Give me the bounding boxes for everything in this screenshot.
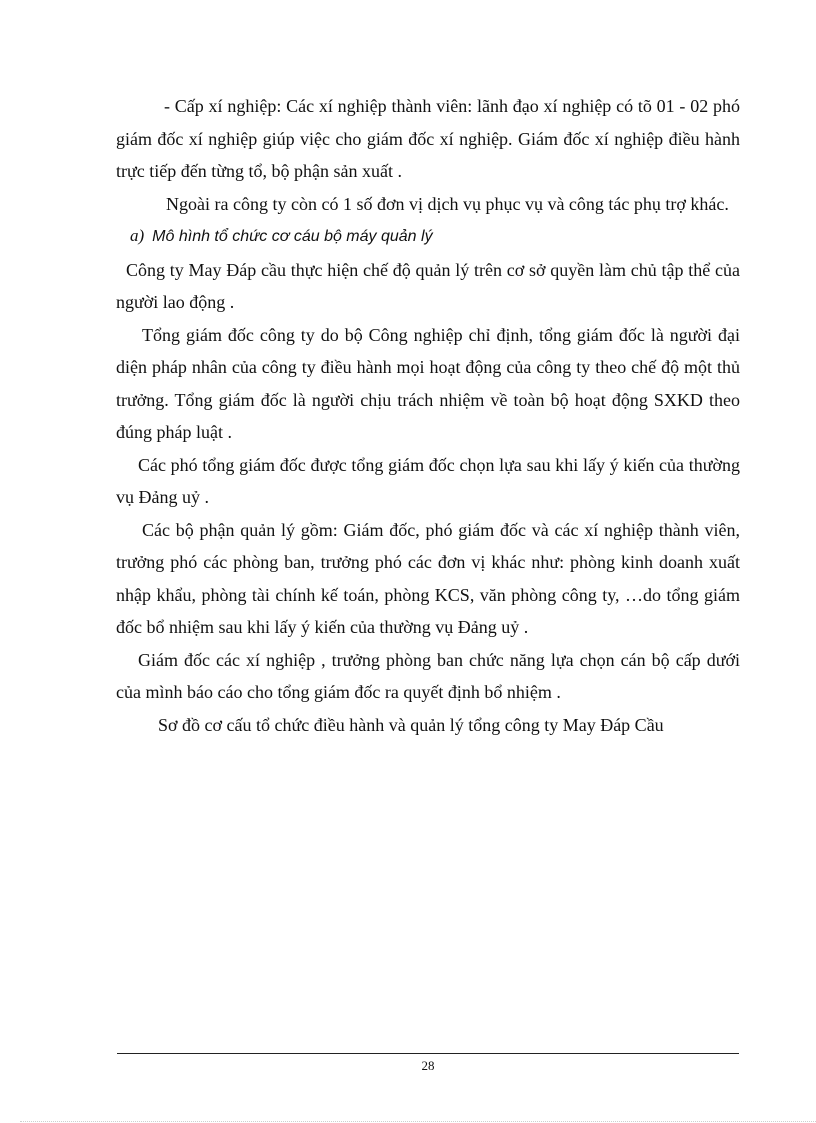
paragraph-org-chart-caption: Sơ đồ cơ cấu tổ chức điều hành và quản lý tổng công ty May Đáp Cầu (158, 714, 664, 735)
section-marker: a) (130, 226, 145, 245)
footer-rule (117, 1053, 739, 1054)
paragraph-deputy-directors: Các phó tổng giám đốc được tổng giám đốc chọn lựa sau khi lấy ý kiến của thường vụ Đảng uỷ . (116, 454, 740, 507)
paragraph-support-units: Ngoài ra công ty còn có 1 số đơn vị dịch vụ phục vụ và công tác phụ trợ khác. (166, 193, 729, 214)
page-number: 28 (421, 1058, 435, 1073)
paragraph-management-units: Các bộ phận quản lý gồm: Giám đốc, phó giám đốc và các xí nghiệp thành viên, trưởng phó các phòng ban, trưởng phó các đơn vị khác như: phòng kinh doanh xuất nhập khẩu, phòng tài chính kế toán, phòng KCS, văn phòng công ty, …do tổng giám đốc bổ nhiệm sau khi lấy ý kiến của thường vụ Đảng uỷ . (116, 519, 740, 637)
section-title: Mô hình tổ chức cơ cáu bộ máy quản lý (152, 228, 433, 245)
paragraph-general-director: Tổng giám đốc công ty do bộ Công nghiệp chỉ định, tổng giám đốc là người đại diện pháp nhân của công ty điều hành mọi hoạt động của công ty theo chế độ một thủ trưởng. Tổng giám đốc là người chịu trách nhiệm về toàn bộ hoạt động SXKD theo đúng pháp luật . (116, 324, 740, 442)
paragraph-enterprise-directors: Giám đốc các xí nghiệp , trưởng phòng ban chức năng lựa chọn cán bộ cấp dưới của mình báo cáo cho tổng giám đốc ra quyết định bổ nhiệm . (116, 649, 740, 702)
paragraph-enterprise-level: - Cấp xí nghiệp: Các xí nghiệp thành viên: lãnh đạo xí nghiệp có tõ 01 - 02 phó giám đốc xí nghiệp giúp việc cho giám đốc xí nghiệp. Giám đốc xí nghiệp điều hành trực tiếp đến từng tổ, bộ phận sản xuất . (116, 96, 740, 181)
page-edge-divider (20, 1121, 816, 1122)
section-heading (116, 220, 740, 254)
paragraph-management-regime: Công ty May Đáp cầu thực hiện chế độ quản lý trên cơ sở quyền làm chủ tập thể của người lao động . (116, 259, 740, 312)
document-body (116, 90, 740, 741)
